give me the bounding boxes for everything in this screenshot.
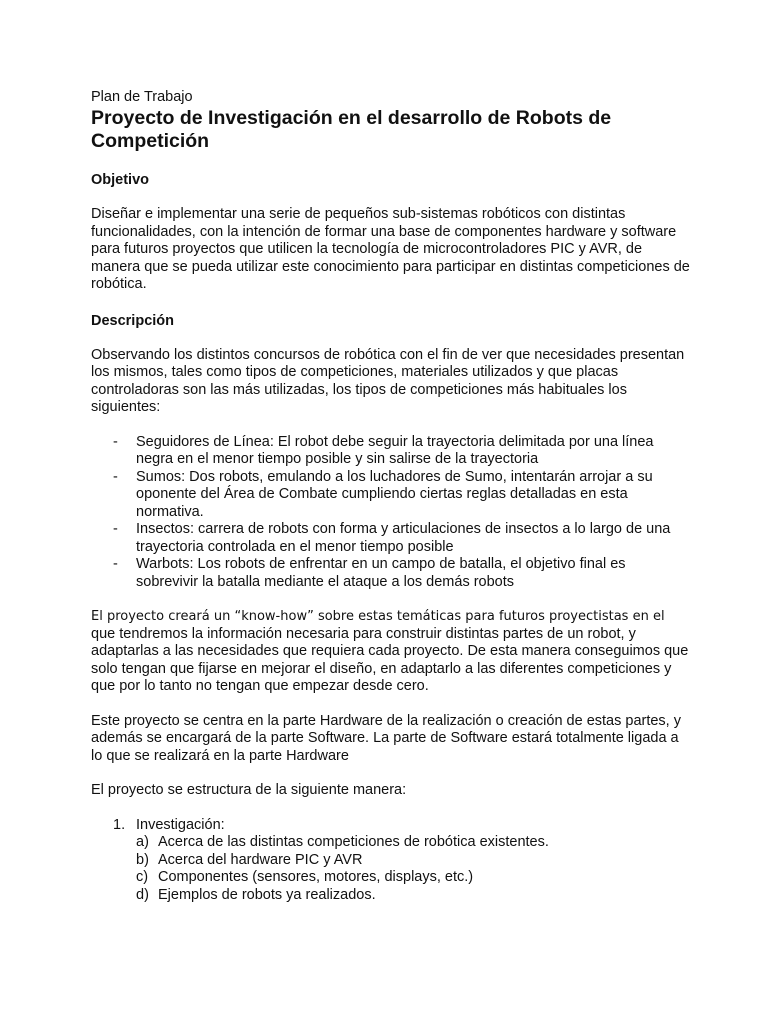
structure-list	[91, 817, 691, 905]
list-number: 1.	[113, 816, 126, 833]
list-item	[91, 817, 691, 905]
hardware-paragraph: Este proyecto se centra en la parte Hardware de la realización o creación de estas partes, y además se encargará de la parte Software. La parte de Software estará totalmente ligada a lo que se realizará en la parte Hardware	[91, 712, 681, 764]
document-label: Plan de Trabajo	[91, 89, 193, 105]
knowhow-paragraph	[91, 608, 691, 696]
competition-list	[91, 434, 691, 592]
list-bullet: -	[113, 556, 118, 572]
sub-list	[136, 834, 691, 904]
list-item-text: Warbots: Los robots de enfrentar en un campo de batalla, el objetivo final es sobrevivir la batalla mediante el ataque a los demás robots	[136, 556, 626, 590]
list-item	[91, 469, 691, 522]
sub-list-item	[136, 834, 691, 852]
sub-list-text: Componentes (sensores, motores, displays, etc.)	[158, 869, 474, 885]
list-item	[91, 521, 691, 556]
list-bullet: -	[113, 521, 118, 537]
document-title: Proyecto de Investigación en el desarrollo de Robots de Competición	[91, 107, 612, 152]
sub-list-text: Acerca del hardware PIC y AVR	[158, 851, 363, 868]
knowhow-rest: que tendremos la información necesaria para construir distintas partes de un robot, y adaptarlas a las necesidades que requiera cada proyecto. De esta manera conseguimos que solo tengan que fijarse en mejorar el diseño, en adaptarlo a las diferentes competiciones y que por lo tanto no tengan que empezar desde cero.	[91, 625, 689, 694]
document-page	[91, 89, 691, 904]
sub-list-letter: c)	[136, 869, 149, 885]
sub-list-letter: a)	[136, 834, 149, 850]
sub-list-text: Ejemplos de robots ya realizados.	[158, 886, 376, 903]
objective-heading: Objetivo	[91, 172, 150, 188]
sub-list-letter: b)	[136, 851, 149, 868]
list-bullet: -	[113, 433, 118, 450]
sub-list-item	[136, 869, 691, 887]
list-item	[91, 434, 691, 469]
description-intro: Observando los distintos concursos de robótica con el fin de ver que necesidades presentan los mismos, tales como tipos de competiciones, materiales utilizados y que placas controladoras son las más utilizadas, los tipos de competiciones más habituales los siguientes:	[91, 346, 685, 415]
list-item-title: Investigación:	[136, 816, 225, 833]
knowhow-first-line: El proyecto creará un “know-how” sobre estas temáticas para futuros proyectistas en el	[91, 609, 665, 624]
structure-intro: El proyecto se estructura de la siguiente manera:	[91, 782, 407, 798]
objective-paragraph: Diseñar e implementar una serie de pequeños sub-sistemas robóticos con distintas funcionalidades, con la intención de formar una base de componentes hardware y software para futuros proyectos que utilicen la tecnología de microcontroladores PIC y AVR, de manera que se pueda utilizar este conocimiento para participar en distintas competiciones de robótica.	[91, 206, 690, 292]
list-item-text: Seguidores de Línea: El robot debe seguir la trayectoria delimitada por una línea negra en el menor tiempo posible y sin salirse de la trayectoria	[136, 433, 654, 467]
description-heading: Descripción	[91, 312, 174, 329]
list-item	[91, 556, 691, 591]
sub-list-item	[136, 852, 691, 870]
sub-list-text: Acerca de las distintas competiciones de robótica existentes.	[158, 834, 549, 850]
list-item-text: Insectos: carrera de robots con forma y articulaciones de insectos a lo largo de una trayectoria controlada en el menor tiempo posible	[136, 521, 671, 555]
sub-list-item	[136, 887, 691, 905]
list-bullet: -	[113, 468, 118, 485]
list-item-text: Sumos: Dos robots, emulando a los luchadores de Sumo, intentarán arrojar a su oponente del Área de Combate cumpliendo ciertas reglas detalladas en esta normativa.	[136, 468, 653, 520]
sub-list-letter: d)	[136, 886, 149, 903]
